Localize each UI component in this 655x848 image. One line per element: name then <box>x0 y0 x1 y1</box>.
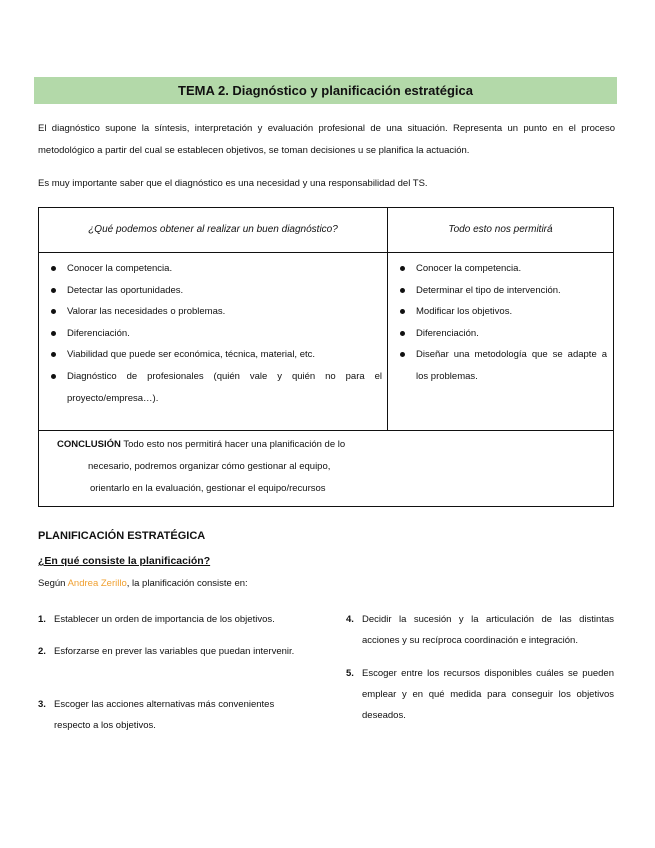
step-number: 2. <box>38 646 46 657</box>
author-name: Andrea Zerillo <box>67 578 127 589</box>
step-number: 1. <box>38 614 46 625</box>
step-text: Decidir la sucesión y la articulación de las distintas acciones y su recíproca coordinación e integración. <box>362 614 614 646</box>
list-item <box>38 694 307 736</box>
step-number: 4. <box>346 614 354 625</box>
table-divider-header <box>39 252 613 253</box>
intro-paragraph: El diagnóstico supone la síntesis, interpretación y evaluación profesional de una situación. Representa un punto en el proceso metodológico a partir del cual se establecen objetivos, se toman decisiones u se planifica la actuación. <box>38 123 615 156</box>
permits-list <box>399 258 607 388</box>
conclusion-label: CONCLUSIÓN <box>57 439 121 450</box>
conclusion-text-2: necesario, podremos organizar cómo gestionar al equipo, <box>88 461 331 472</box>
list-item: Conocer la competencia. <box>50 258 382 280</box>
list-item: Determinar el tipo de intervención. <box>399 280 607 302</box>
planning-step-1 <box>38 609 307 630</box>
planning-intro-after: , la planificación consiste en: <box>126 578 248 589</box>
list-item: Viabilidad que puede ser económica, técnica, material, etc. <box>50 344 382 366</box>
list-item <box>38 609 307 630</box>
list-item: Diagnóstico de profesionales (quién vale y quién no para el proyecto/empresa…). <box>50 366 382 409</box>
conclusion-text-3: orientarlo en la evaluación, gestionar el equipo/recursos <box>90 483 326 494</box>
step-number: 3. <box>38 699 46 710</box>
section-title: PLANIFICACIÓN ESTRATÉGICA <box>38 530 206 542</box>
step-text: Esforzarse en prever las variables que puedan intervenir. <box>54 646 295 657</box>
conclusion-text-1: Todo esto nos permitirá hacer una planificación de lo <box>123 439 346 450</box>
page-title: TEMA 2. Diagnóstico y planificación estratégica <box>34 77 617 104</box>
step-text: Escoger las acciones alternativas más convenientes respecto a los objetivos. <box>54 699 275 731</box>
list-item: Conocer la competencia. <box>399 258 607 280</box>
list-item <box>38 641 307 662</box>
conclusion <box>57 434 387 500</box>
planning-step-2 <box>38 641 307 662</box>
diagnosis-benefits-list <box>50 258 382 409</box>
planning-step-5 <box>346 663 614 726</box>
list-item: Diseñar una metodología que se adapte a los problemas. <box>399 344 607 387</box>
step-text: Establecer un orden de importancia de los objetivos. <box>54 614 275 625</box>
step-text: Escoger entre los recursos disponibles cuáles se pueden emplear y en qué medida para conseguir los objetivos deseados. <box>362 668 614 721</box>
table-divider-conclusion <box>39 430 613 431</box>
list-item: Detectar las oportunidades. <box>50 280 382 302</box>
planning-intro-before: Según <box>38 578 68 589</box>
planning-intro <box>38 578 248 589</box>
section-question: ¿En qué consiste la planificación? <box>38 555 211 567</box>
list-item: Diferenciación. <box>50 323 382 345</box>
step-number: 5. <box>346 668 354 679</box>
list-item: Diferenciación. <box>399 323 607 345</box>
planning-step-3 <box>38 694 307 736</box>
list-item <box>346 663 614 726</box>
list-item: Modificar los objetivos. <box>399 301 607 323</box>
list-item: Valorar las necesidades o problemas. <box>50 301 382 323</box>
diagnosis-table <box>38 207 614 507</box>
intro-paragraph-2: Es muy importante saber que el diagnóstico es una necesidad y una responsabilidad del TS. <box>38 178 428 189</box>
list-item <box>346 609 614 651</box>
table-header-left: ¿Qué podemos obtener al realizar un buen diagnóstico? <box>88 224 338 235</box>
planning-step-4 <box>346 609 614 651</box>
table-header-right: Todo esto nos permitirá <box>448 224 553 235</box>
